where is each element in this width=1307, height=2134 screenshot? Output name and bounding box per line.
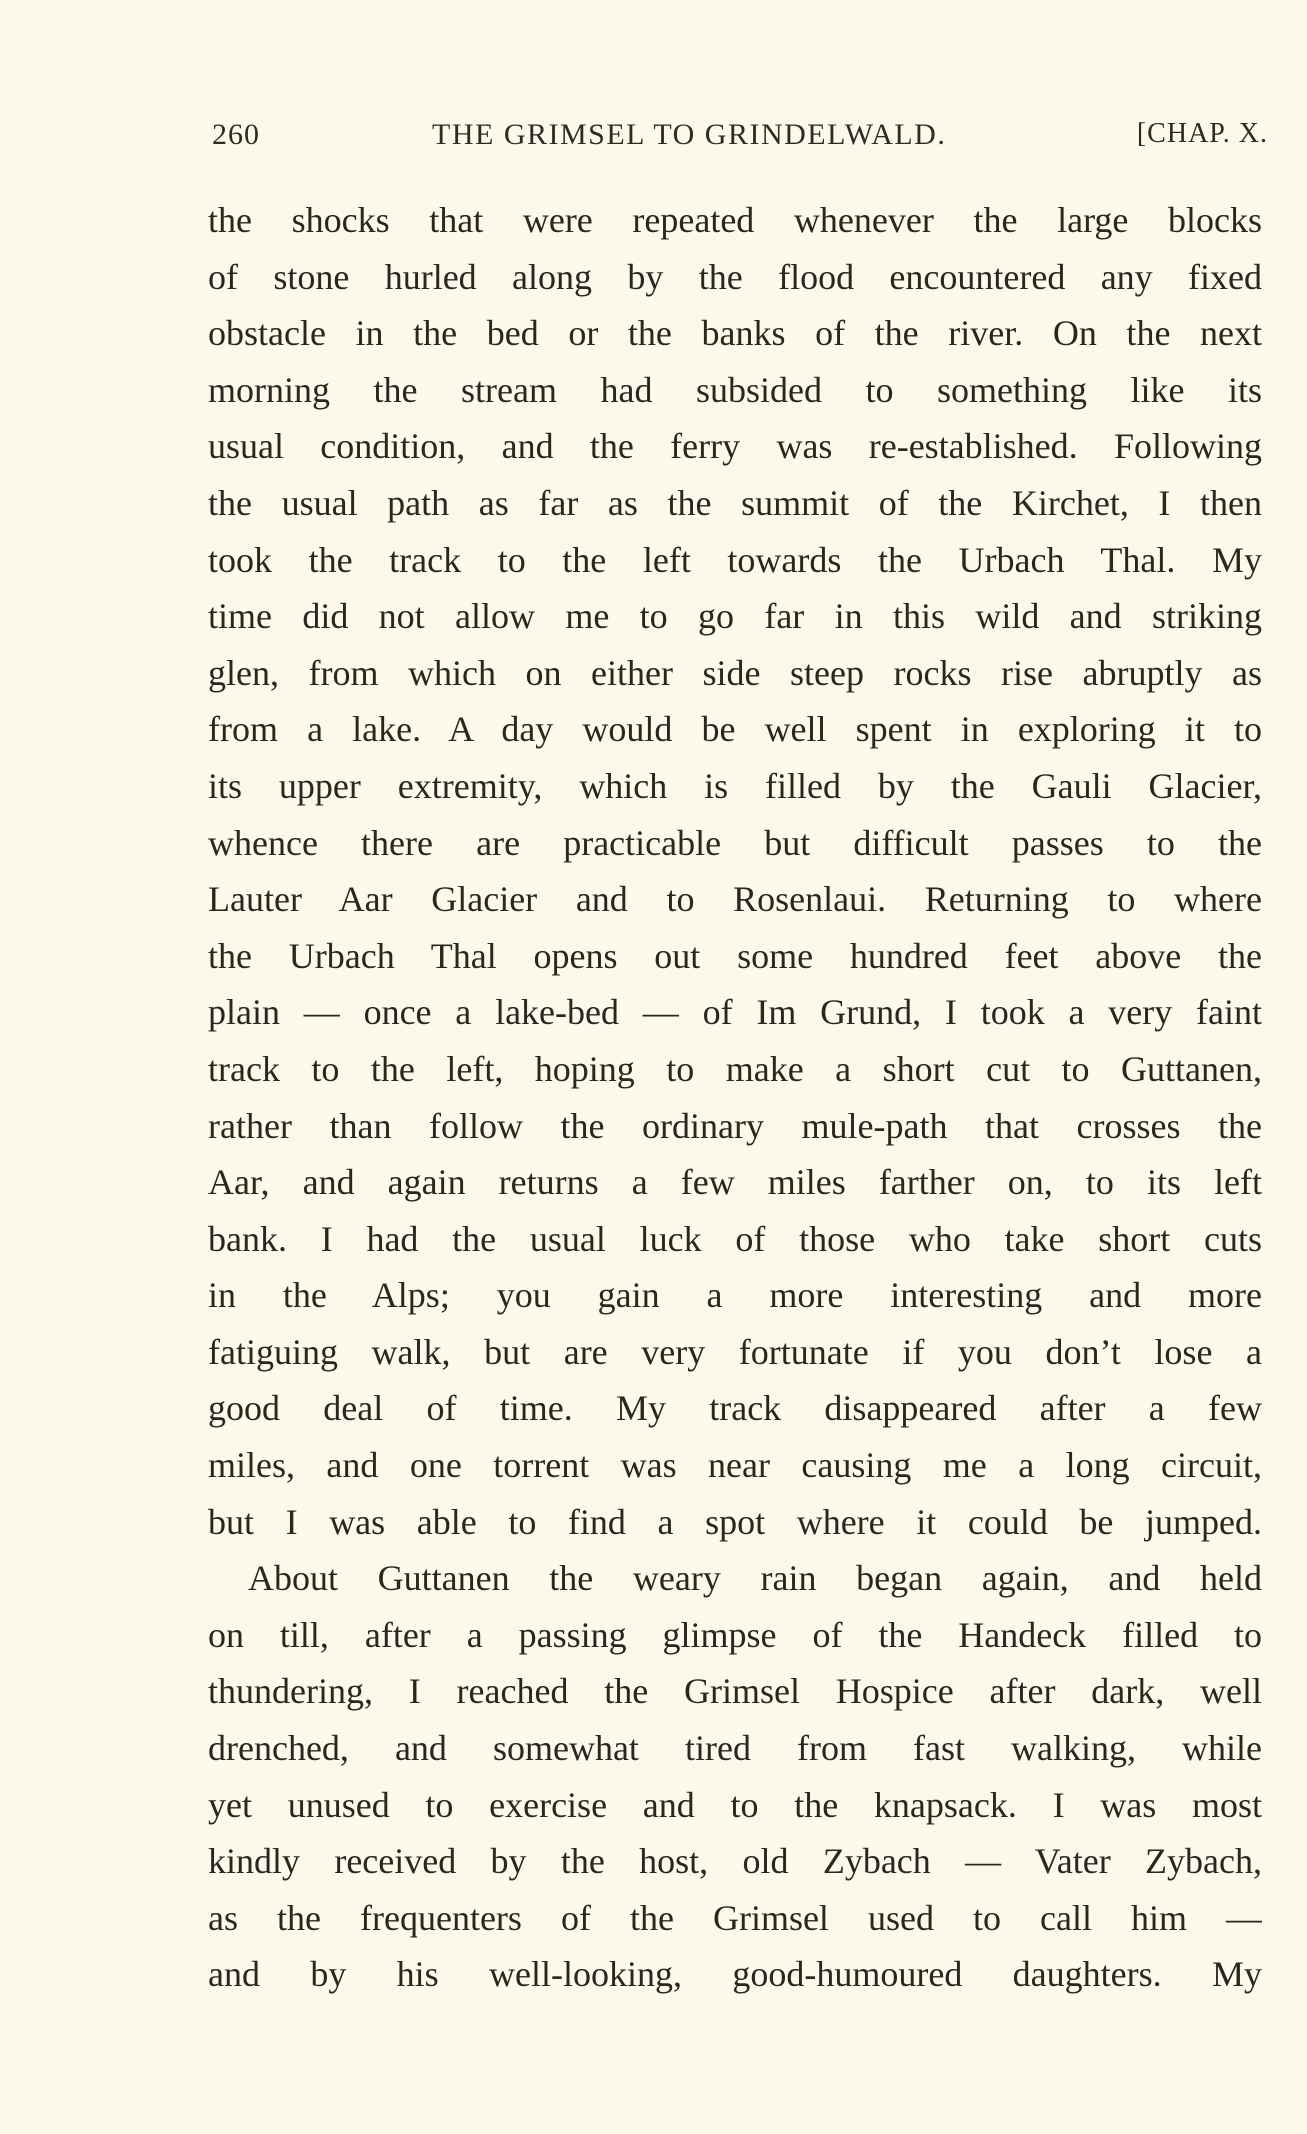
text-line: the Urbach Thal opens out some hundred feet above the: [208, 935, 1262, 976]
text-line: kindly received by the host, old Zybach — Vater Zybach,: [208, 1841, 1262, 1882]
text-line: bank. I had the usual luck of those who take short cuts: [208, 1218, 1262, 1259]
page-number: 260: [212, 118, 260, 151]
text-line: in the Alps; you gain a more interesting and more: [208, 1275, 1262, 1316]
text-line: its upper extremity, which is filled by the Gauli Glacier,: [208, 765, 1262, 806]
text-line: Lauter Aar Glacier and to Rosenlaui. Returning to where: [208, 879, 1262, 920]
text-line: and by his well-looking, good-humoured daughters. My: [208, 1954, 1262, 1995]
paragraph-first-line: About Guttanen the weary rain began again, and held: [248, 1558, 1262, 1599]
running-head: [212, 118, 1268, 162]
text-line: the usual path as far as the summit of the Kirchet, I then: [208, 482, 1262, 523]
text-line: Aar, and again returns a few miles farther on, to its left: [208, 1162, 1262, 1203]
text-line: usual condition, and the ferry was re-established. Following: [208, 426, 1262, 467]
text-line: yet unused to exercise and to the knapsack. I was most: [208, 1784, 1262, 1825]
text-line: rather than follow the ordinary mule-path that crosses the: [208, 1105, 1262, 1146]
text-line: morning the stream had subsided to something like its: [208, 369, 1262, 410]
text-line: drenched, and somewhat tired from fast walking, while: [208, 1728, 1262, 1769]
text-line: obstacle in the bed or the banks of the river. On the next: [208, 313, 1262, 354]
text-line: time did not allow me to go far in this wild and striking: [208, 596, 1262, 637]
chapter-reference: [CHAP. X.: [1136, 118, 1268, 149]
text-line: of stone hurled along by the flood encountered any fixed: [208, 256, 1262, 297]
text-line: good deal of time. My track disappeared after a few: [208, 1388, 1262, 1429]
text-line: plain — once a lake-bed — of Im Grund, I took a very faint: [208, 992, 1262, 1033]
text-line: thundering, I reached the Grimsel Hospice after dark, well: [208, 1671, 1262, 1712]
text-line: from a lake. A day would be well spent in exploring it to: [208, 709, 1262, 750]
text-line: track to the left, hoping to make a short cut to Guttanen,: [208, 1048, 1262, 1089]
text-line: miles, and one torrent was near causing me a long circuit,: [208, 1445, 1262, 1486]
text-line: as the frequenters of the Grimsel used to call him —: [208, 1897, 1262, 1938]
running-title: THE GRIMSEL TO GRINDELWALD.: [432, 118, 947, 151]
text-line: the shocks that were repeated whenever the large blocks: [208, 200, 1262, 240]
text-line: but I was able to find a spot where it could be jumped.: [208, 1501, 1262, 1542]
text-line: fatiguing walk, but are very fortunate if you don’t lose a: [208, 1331, 1262, 1372]
text-line: whence there are practicable but difficult passes to the: [208, 822, 1262, 863]
text-line: glen, from which on either side steep rocks rise abruptly as: [208, 652, 1262, 693]
text-line: on till, after a passing glimpse of the Handeck filled to: [208, 1614, 1262, 1655]
body-text: [208, 192, 1262, 2003]
text-line: took the track to the left towards the Urbach Thal. My: [208, 539, 1262, 580]
